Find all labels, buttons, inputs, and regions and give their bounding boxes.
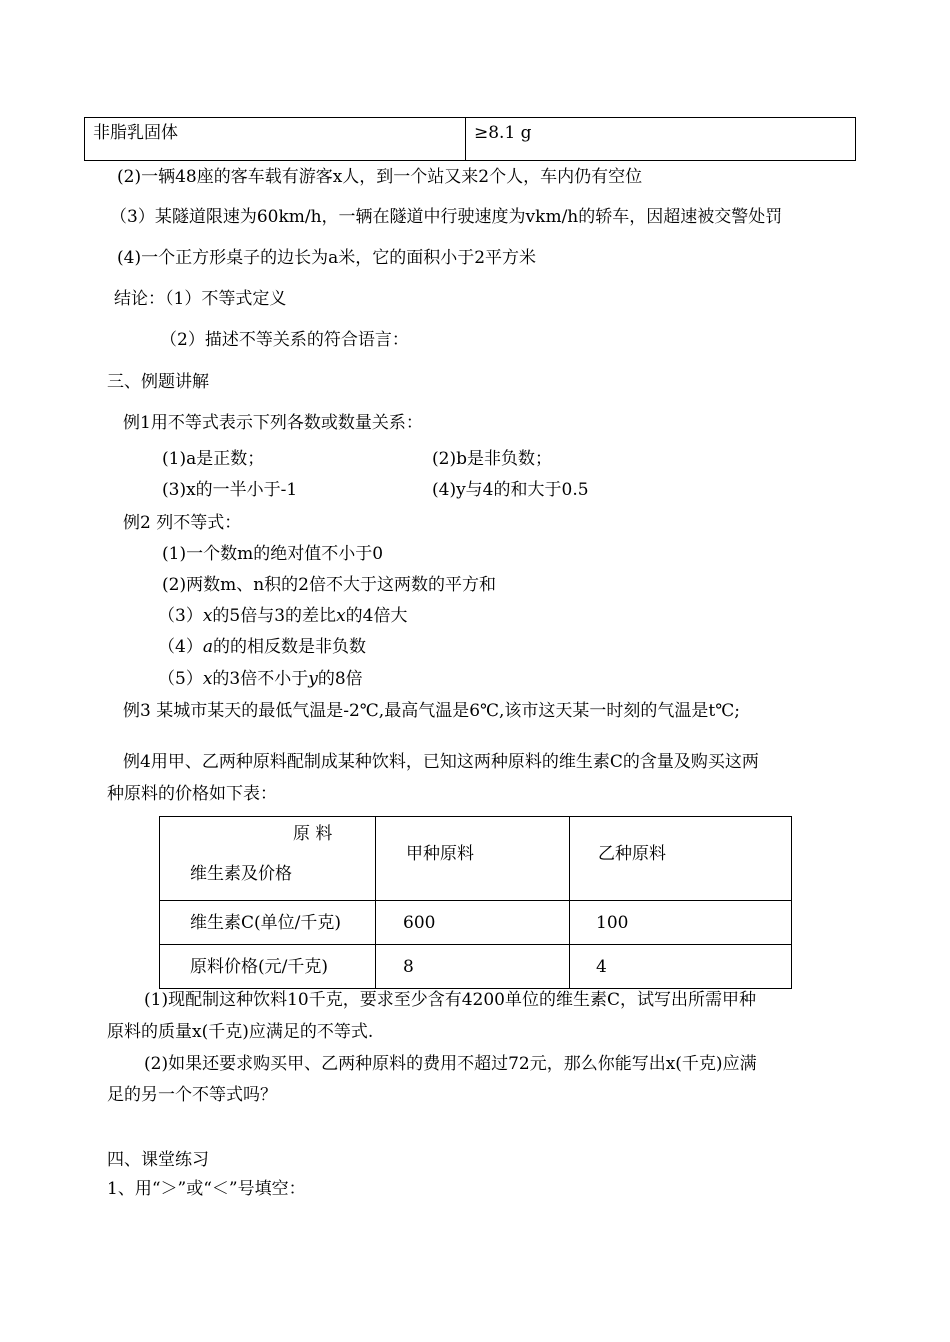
table-cell: 100 (570, 901, 792, 945)
example-1-title: 例1用不等式表示下列各数或数量关系： (123, 413, 423, 433)
example-1-item-2: (2)b是非负数； (432, 449, 552, 469)
table-row (160, 945, 792, 989)
nutrition-label-cell (85, 118, 466, 161)
para-3: （3）某隧道限速为60km/h，一辆在隧道中行驶速度为vkm/h的轿车，因超速被交警处罚 (110, 207, 783, 227)
example-4-line-2: 种原料的价格如下表： (107, 784, 277, 804)
conclusion-1: 结论：（1）不等式定义 (114, 289, 287, 309)
nutrition-value-cell (466, 118, 856, 161)
table-cell: 4 (570, 945, 792, 989)
table-cell: 原料价格(元/千克) (160, 945, 376, 989)
table-cell: 8 (376, 945, 570, 989)
nutrition-value: ≥8.1 g (474, 123, 532, 143)
example-4-line-1: 例4用甲、乙两种原料配制成某种饮料，已知这两种原料的维生素C的含量及购买这两 (123, 752, 759, 772)
header-top-label: 原 料 (293, 824, 333, 844)
para-2: (2)一辆48座的客车载有游客x人，到一个站又来2个人，车内仍有空位 (117, 167, 643, 187)
example-1-item-3: (3)x的一半小于-1 (162, 480, 298, 500)
question-2-line-1: (2)如果还要求购买甲、乙两种原料的费用不超过72元，那么你能写出x(千克)应满 (144, 1054, 757, 1074)
example-2-item-3: （3）x的5倍与3的差比x的4倍大 (158, 606, 408, 626)
header-bottom-label: 维生素及价格 (190, 864, 292, 884)
example-2-item-4: （4）a的的相反数是非负数 (158, 637, 366, 657)
ingredient-table (159, 816, 792, 989)
table-header-corner (160, 817, 376, 901)
exercise-1: 1、用“＞”或“＜”号填空： (107, 1179, 306, 1199)
example-2-item-2: (2)两数m、n积的2倍不大于这两数的平方和 (162, 575, 496, 595)
para-4: (4)一个正方形桌子的边长为a米，它的面积小于2平方米 (117, 248, 537, 268)
table-header-b: 乙种原料 (570, 817, 792, 901)
example-2-title: 例2 列不等式： (123, 513, 242, 533)
example-2-item-1: (1)一个数m的绝对值不小于0 (162, 544, 384, 564)
question-2-line-2: 足的另一个不等式吗？ (107, 1085, 277, 1105)
question-1-line-1: (1)现配制这种饮料10千克，要求至少含有4200单位的维生素C，试写出所需甲种 (144, 990, 756, 1010)
conclusion-2: （2）描述不等关系的符合语言： (160, 330, 409, 350)
section-3-heading: 三、例题讲解 (107, 372, 209, 392)
nutrition-label: 非脂乳固体 (93, 123, 178, 143)
section-4-heading: 四、课堂练习 (107, 1150, 209, 1170)
example-1-item-1: (1)a是正数； (162, 449, 265, 469)
table-header-a: 甲种原料 (376, 817, 570, 901)
table-cell: 维生素C(单位/千克) (160, 901, 376, 945)
example-1-item-4: (4)y与4的和大于0.5 (432, 480, 589, 500)
table-row (160, 901, 792, 945)
example-2-item-5: （5）x的3倍不小于y的8倍 (158, 669, 363, 689)
question-1-line-2: 原料的质量x(千克)应满足的不等式. (107, 1022, 374, 1042)
table-cell: 600 (376, 901, 570, 945)
nutrition-table (84, 117, 856, 161)
example-3: 例3 某城市某天的最低气温是-2℃,最高气温是6℃,该市这天某一时刻的气温是t℃; (123, 701, 741, 721)
